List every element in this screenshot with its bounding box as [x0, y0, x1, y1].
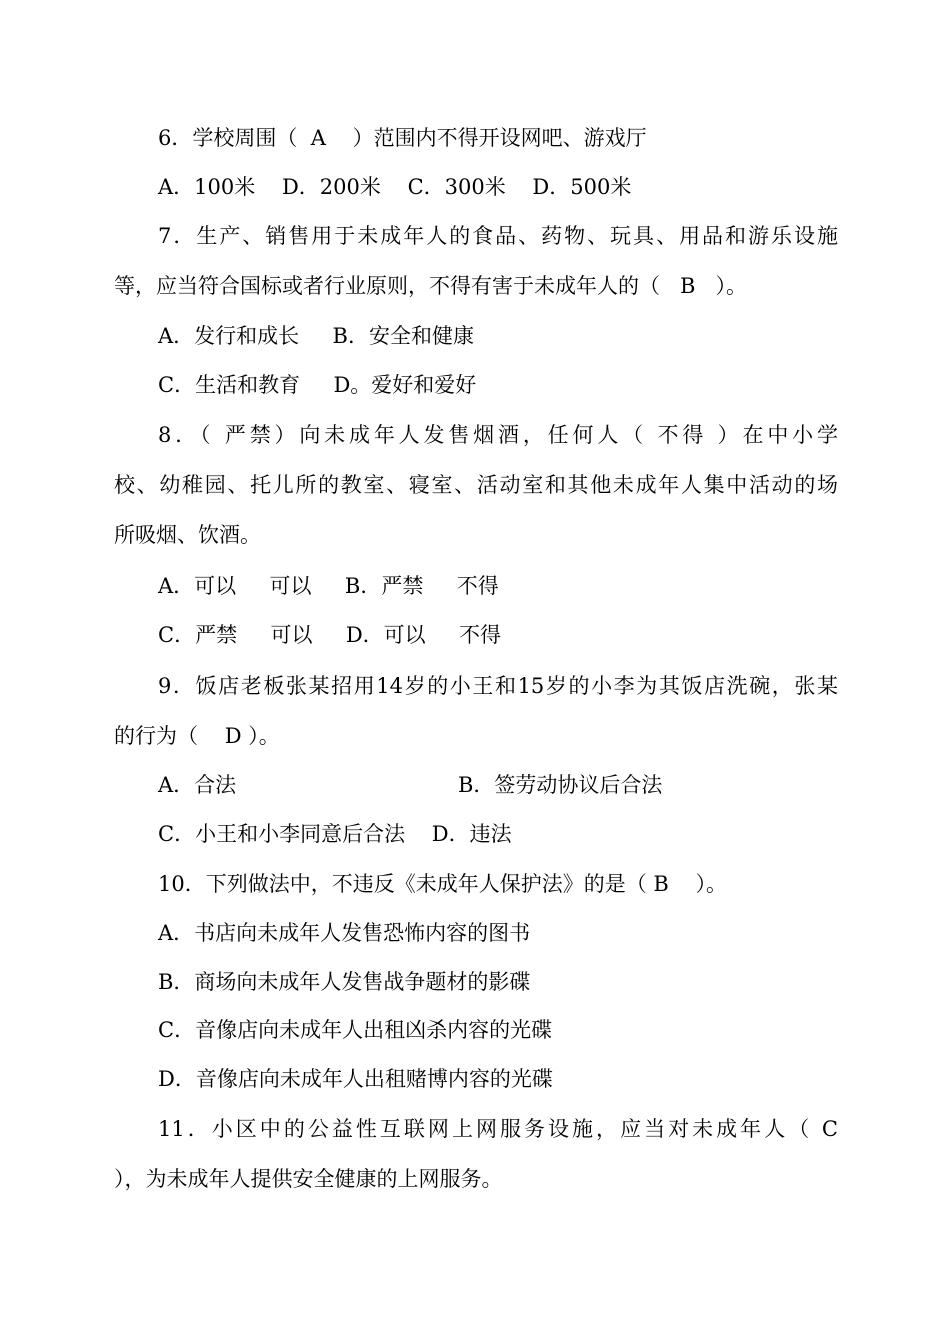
question-10-option-c: C．音像店向未成年人出租凶杀内容的光碟	[158, 1018, 553, 1042]
question-9-text-line-2: 的行为（ D ）。	[114, 724, 280, 748]
question-8-option-row-2: C．严禁 可以 D．可以 不得	[158, 623, 502, 647]
question-8-text-line-1: 8．（ 严禁）向未成年人发售烟酒，任何人（ 不得 ）在中小学	[158, 423, 838, 447]
question-9-option-a: A．合法	[158, 773, 237, 797]
question-6-options: A．100米 D．200米 C．300米 D．500米	[158, 175, 632, 199]
question-9-option-row-2: C．小王和小李同意后合法 D．违法	[158, 822, 512, 846]
question-9-option-b: B．签劳动协议后合法	[458, 773, 663, 797]
question-10-text: 10．下列做法中，不违反《未成年人保护法》的是（ B ）。	[158, 872, 728, 896]
question-9-text-line-1: 9．饭店老板张某招用14岁的小王和15岁的小李为其饭店洗碗，张某	[158, 674, 838, 698]
question-7-text-line-2: 等，应当符合国标或者行业原则，不得有害于未成年人的（ B ）。	[114, 274, 747, 298]
question-10-option-d: D．音像店向未成年人出租赌博内容的光碟	[158, 1067, 553, 1091]
question-8-option-row-1: A．可以 可以 B．严禁 不得	[158, 574, 499, 598]
question-7-text-line-1: 7．生产、销售用于未成年人的食品、药物、玩具、用品和游乐设施	[158, 224, 838, 248]
question-11-text-line-2: ），为未成年人提供安全健康的上网服务。	[114, 1167, 503, 1191]
question-10-option-a: A．书店向未成年人发售恐怖内容的图书	[158, 921, 531, 945]
question-7-option-row-2: C．生活和教育 D。爱好和爱好	[158, 373, 477, 397]
question-6-text: 6．学校周围（ A ）范围内不得开设网吧、游戏厅	[158, 126, 647, 150]
question-8-text-line-2: 校、幼稚园、托儿所的教室、寝室、活动室和其他未成年人集中活动的场	[114, 473, 838, 497]
question-8-text-line-3: 所吸烟、饮酒。	[114, 523, 261, 547]
question-11-text-line-1: 11．小区中的公益性互联网上网服务设施，应当对未成年人（ C	[158, 1117, 838, 1141]
question-10-option-b: B．商场向未成年人发售战争题材的影碟	[158, 970, 531, 994]
question-7-option-row-1: A．发行和成长 B．安全和健康	[158, 324, 474, 348]
